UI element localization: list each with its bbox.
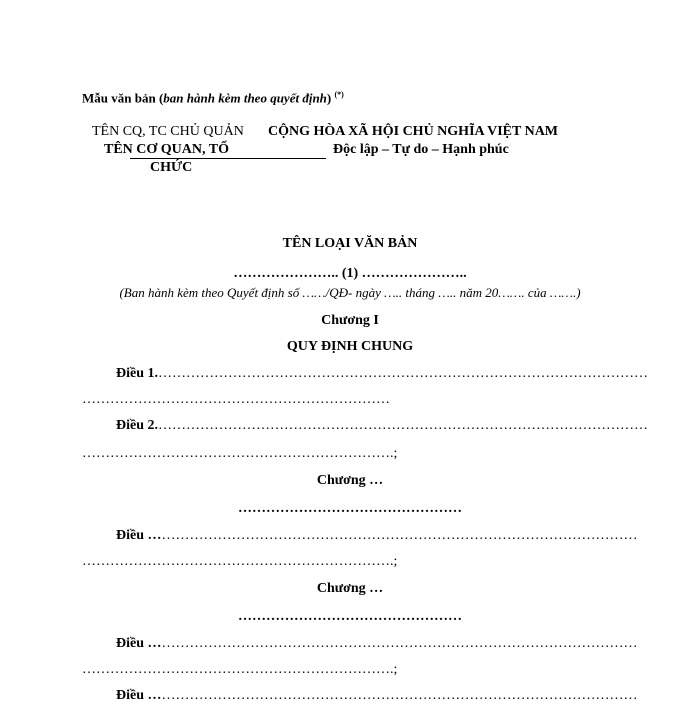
article-2-line2: ………………………………………………………….; (82, 446, 398, 461)
chapter-1-heading: Chương I (321, 313, 379, 328)
chapter-2-heading: Chương … (316, 473, 384, 488)
article-3-line1: ………………………………………………………………………………………… (161, 528, 638, 543)
article-3 (116, 528, 638, 544)
template-label-italic: ban hành kèm theo quyết định (163, 90, 327, 106)
issued-with-note: (Ban hành kèm theo Quyết định số ……/QĐ- ngày ….. tháng ….. năm 20……. của …….) (119, 285, 581, 300)
article-4 (116, 636, 638, 652)
doc-type-title: TÊN LOẠI VĂN BẢN (282, 236, 418, 251)
article-2-line1: …………………………………………………………………………………………… (158, 418, 648, 433)
article-3-line2: ………………………………………………………….; (82, 554, 398, 569)
template-label (82, 90, 344, 106)
article-4-line1: ………………………………………………………………………………………… (161, 636, 638, 651)
chapter-3-title: ………………………………………… (238, 609, 462, 624)
article-5-label: Điều … (116, 688, 162, 703)
article-4-label: Điều … (116, 636, 162, 651)
article-4-line2: ………………………………………………………….; (82, 662, 398, 677)
article-1-label: Điều 1. (116, 366, 158, 381)
agency-parent: TÊN CQ, TC CHỦ QUẢN (92, 124, 244, 139)
agency-underline (130, 158, 326, 159)
template-footnote-mark: (*) (334, 90, 344, 99)
agency-name-line1: TÊN CƠ QUAN, TỔ (104, 142, 229, 157)
agency-name-line2: CHỨC (150, 160, 193, 175)
chapter-2-title: ………………………………………… (238, 501, 462, 516)
article-2 (116, 418, 648, 434)
nation-name: CỘNG HÒA XÃ HỘI CHỦ NGHĨA VIỆT NAM (268, 124, 559, 139)
article-1-line2: ………………………………………………………… (82, 392, 390, 407)
article-3-label: Điều … (116, 528, 162, 543)
article-1 (116, 366, 648, 382)
template-label-bold: Mẫu văn bản ( (82, 90, 164, 106)
doc-subject: ………………….. (1) ………………….. (233, 266, 467, 281)
chapter-1-title: QUY ĐỊNH CHUNG (286, 339, 414, 354)
chapter-3-heading: Chương … (316, 581, 384, 596)
article-5-line1: ………………………………………………………………………………………… (161, 688, 638, 703)
article-2-label: Điều 2. (116, 418, 158, 433)
motto: Độc lập – Tự do – Hạnh phúc (333, 142, 509, 157)
article-5 (116, 688, 638, 704)
template-label-close: ) (326, 90, 332, 106)
article-1-line1: …………………………………………………………………………………………… (158, 366, 648, 381)
